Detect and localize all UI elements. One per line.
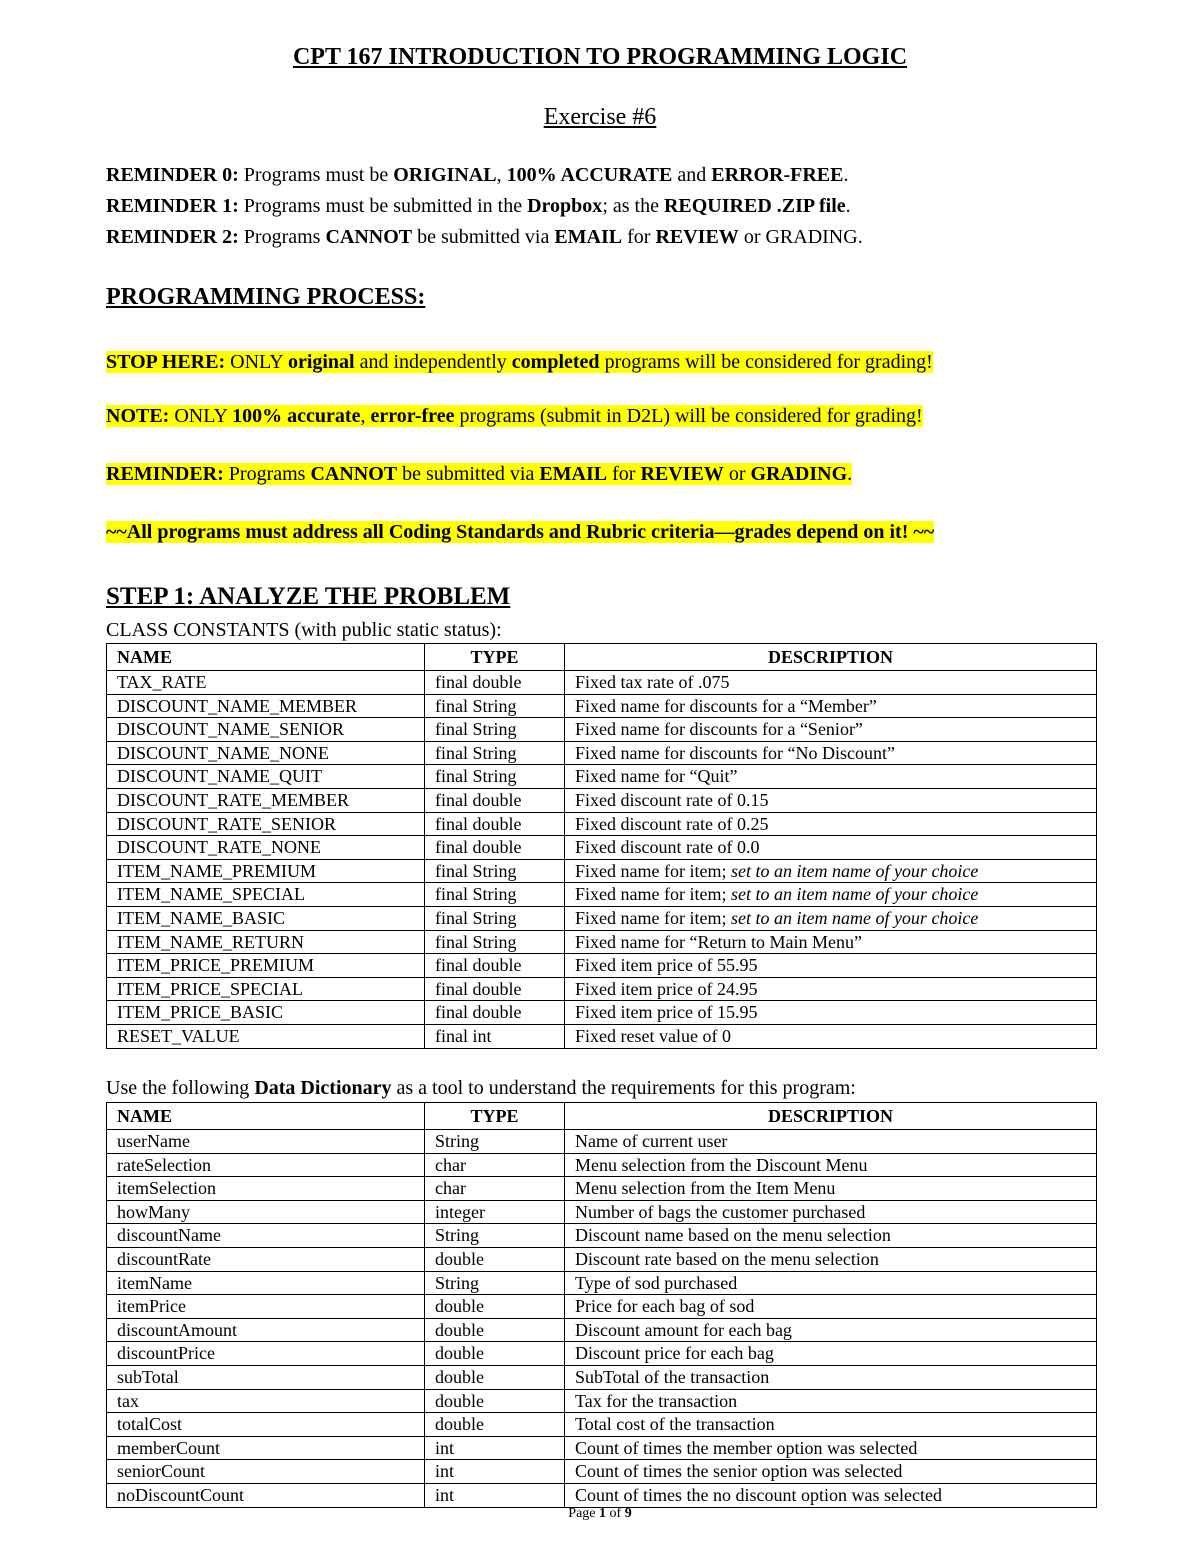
cell-description: Fixed item price of 55.95 — [565, 954, 1097, 978]
table-row — [107, 741, 1097, 765]
programming-process-heading: PROGRAMMING PROCESS: — [106, 284, 426, 310]
cell-type: final String — [425, 694, 565, 718]
dictionary-table-body — [107, 1130, 1097, 1508]
table-row — [107, 1436, 1097, 1460]
table-row — [107, 883, 1097, 907]
cell-name: ITEM_PRICE_PREMIUM — [107, 954, 425, 978]
table-row — [107, 788, 1097, 812]
cell-type: final String — [425, 859, 565, 883]
cell-name: RESET_VALUE — [107, 1024, 425, 1048]
cell-description: Fixed discount rate of 0.15 — [565, 788, 1097, 812]
cell-type: double — [425, 1247, 565, 1271]
cell-type: final String — [425, 883, 565, 907]
table-row — [107, 1247, 1097, 1271]
cell-type: int — [425, 1460, 565, 1484]
table-row — [107, 1460, 1097, 1484]
cell-description: Discount rate based on the menu selection — [565, 1247, 1097, 1271]
cell-description: Fixed name for “Quit” — [565, 765, 1097, 789]
cell-type: int — [425, 1483, 565, 1507]
cell-name: DISCOUNT_NAME_SENIOR — [107, 718, 425, 742]
cell-description: Fixed tax rate of .075 — [565, 671, 1097, 695]
cell-type: char — [425, 1177, 565, 1201]
cell-name: TAX_RATE — [107, 671, 425, 695]
cell-description: Fixed item price of 24.95 — [565, 977, 1097, 1001]
table-row — [107, 1389, 1097, 1413]
table-row — [107, 1318, 1097, 1342]
header-description: DESCRIPTION — [565, 1103, 1097, 1130]
cell-name: totalCost — [107, 1413, 425, 1437]
cell-description: Fixed name for discounts for a “Member” — [565, 694, 1097, 718]
cell-description: Type of sod purchased — [565, 1271, 1097, 1295]
cell-description: Discount price for each bag — [565, 1342, 1097, 1366]
table-row — [107, 1001, 1097, 1025]
cell-type: final double — [425, 671, 565, 695]
cell-type: final int — [425, 1024, 565, 1048]
cell-name: memberCount — [107, 1436, 425, 1460]
cell-description: Discount amount for each bag — [565, 1318, 1097, 1342]
table-header-row — [107, 1103, 1097, 1130]
table-row — [107, 1153, 1097, 1177]
step-1-heading: STEP 1: ANALYZE THE PROBLEM — [106, 583, 511, 610]
cell-description: Fixed discount rate of 0.0 — [565, 836, 1097, 860]
cell-name: ITEM_NAME_SPECIAL — [107, 883, 425, 907]
cell-description: SubTotal of the transaction — [565, 1365, 1097, 1389]
table-row — [107, 859, 1097, 883]
table-row — [107, 694, 1097, 718]
cell-description: Fixed reset value of 0 — [565, 1024, 1097, 1048]
cell-name: itemSelection — [107, 1177, 425, 1201]
stop-here-note: STOP HERE: ONLY original and independently completed programs will be considered for grading! — [106, 351, 933, 373]
table-row — [107, 836, 1097, 860]
cell-name: ITEM_PRICE_SPECIAL — [107, 977, 425, 1001]
cell-name: userName — [107, 1130, 425, 1154]
accuracy-note: NOTE: ONLY 100% accurate, error-free programs (submit in D2L) will be considered for grading! — [106, 405, 923, 427]
header-type: TYPE — [425, 1103, 565, 1130]
cell-name: howMany — [107, 1200, 425, 1224]
reminder-1: REMINDER 1: Programs must be submitted in the Dropbox; as the REQUIRED .ZIP file. — [106, 195, 851, 217]
cell-type: final String — [425, 906, 565, 930]
reminders-block — [106, 160, 863, 253]
cell-name: ITEM_NAME_RETURN — [107, 930, 425, 954]
cell-type: double — [425, 1318, 565, 1342]
cell-name: subTotal — [107, 1365, 425, 1389]
cell-name: DISCOUNT_NAME_MEMBER — [107, 694, 425, 718]
cell-name: noDiscountCount — [107, 1483, 425, 1507]
cell-type: String — [425, 1271, 565, 1295]
cell-description: Fixed name for item; set to an item name of your choice — [565, 906, 1097, 930]
cell-name: discountName — [107, 1224, 425, 1248]
page-footer: Page 1 of 9 — [568, 1506, 632, 1521]
cell-description: Count of times the no discount option was selected — [565, 1483, 1097, 1507]
table-row — [107, 1177, 1097, 1201]
table-header-row — [107, 644, 1097, 671]
cell-name: discountRate — [107, 1247, 425, 1271]
table-row — [107, 765, 1097, 789]
cell-type: final String — [425, 718, 565, 742]
cell-type: final String — [425, 741, 565, 765]
cell-description: Total cost of the transaction — [565, 1413, 1097, 1437]
table-row — [107, 1024, 1097, 1048]
cell-name: itemPrice — [107, 1295, 425, 1319]
cell-description: Number of bags the customer purchased — [565, 1200, 1097, 1224]
cell-name: itemName — [107, 1271, 425, 1295]
cell-type: double — [425, 1295, 565, 1319]
cell-description: Menu selection from the Discount Menu — [565, 1153, 1097, 1177]
table-row — [107, 1483, 1097, 1507]
header-type: TYPE — [425, 644, 565, 671]
cell-name: seniorCount — [107, 1460, 425, 1484]
cell-name: ITEM_NAME_BASIC — [107, 906, 425, 930]
cell-description: Fixed name for discounts for a “Senior” — [565, 718, 1097, 742]
coding-standards-note: ~~All programs must address all Coding Standards and Rubric criteria—grades depend on it! ~~ — [106, 521, 935, 543]
cell-type: String — [425, 1130, 565, 1154]
cell-description: Fixed discount rate of 0.25 — [565, 812, 1097, 836]
header-description: DESCRIPTION — [565, 644, 1097, 671]
email-reminder-note: REMINDER: Programs CANNOT be submitted via EMAIL for REVIEW or GRADING. — [106, 463, 853, 485]
cell-type: final double — [425, 836, 565, 860]
cell-type: final double — [425, 812, 565, 836]
table-row — [107, 906, 1097, 930]
cell-type: integer — [425, 1200, 565, 1224]
table-row — [107, 1271, 1097, 1295]
cell-description: Price for each bag of sod — [565, 1295, 1097, 1319]
cell-type: final String — [425, 765, 565, 789]
cell-type: char — [425, 1153, 565, 1177]
cell-description: Fixed name for item; set to an item name of your choice — [565, 883, 1097, 907]
cell-name: discountAmount — [107, 1318, 425, 1342]
header-name: NAME — [107, 1103, 425, 1130]
table-row — [107, 1413, 1097, 1437]
cell-type: double — [425, 1413, 565, 1437]
table-row — [107, 930, 1097, 954]
table-row — [107, 1342, 1097, 1366]
table-row — [107, 954, 1097, 978]
cell-description: Tax for the transaction — [565, 1389, 1097, 1413]
table-row — [107, 1224, 1097, 1248]
header-name: NAME — [107, 644, 425, 671]
cell-name: ITEM_PRICE_BASIC — [107, 1001, 425, 1025]
cell-type: final double — [425, 1001, 565, 1025]
table-row — [107, 1365, 1097, 1389]
reminder-2: REMINDER 2: Programs CANNOT be submitted via EMAIL for REVIEW or GRADING. — [106, 226, 863, 248]
cell-name: ITEM_NAME_PREMIUM — [107, 859, 425, 883]
cell-description: Fixed name for discounts for “No Discount” — [565, 741, 1097, 765]
constants-caption: CLASS CONSTANTS (with public static status): — [106, 619, 502, 641]
cell-name: DISCOUNT_RATE_SENIOR — [107, 812, 425, 836]
table-row — [107, 977, 1097, 1001]
document-title: CPT 167 INTRODUCTION TO PROGRAMMING LOGIC — [292, 44, 908, 70]
cell-type: double — [425, 1389, 565, 1413]
cell-description: Fixed name for item; set to an item name of your choice — [565, 859, 1097, 883]
table-row — [107, 671, 1097, 695]
cell-type: final String — [425, 930, 565, 954]
cell-description: Fixed name for “Return to Main Menu” — [565, 930, 1097, 954]
cell-name: DISCOUNT_RATE_MEMBER — [107, 788, 425, 812]
constants-table-body — [107, 671, 1097, 1049]
class-constants-table — [106, 643, 1097, 1049]
cell-type: String — [425, 1224, 565, 1248]
cell-description: Menu selection from the Item Menu — [565, 1177, 1097, 1201]
cell-type: final double — [425, 954, 565, 978]
table-row — [107, 1200, 1097, 1224]
cell-name: discountPrice — [107, 1342, 425, 1366]
table-row — [107, 1295, 1097, 1319]
cell-description: Count of times the senior option was selected — [565, 1460, 1097, 1484]
cell-description: Count of times the member option was selected — [565, 1436, 1097, 1460]
table-row — [107, 812, 1097, 836]
cell-description: Fixed item price of 15.95 — [565, 1001, 1097, 1025]
data-dictionary-table — [106, 1102, 1097, 1508]
cell-name: tax — [107, 1389, 425, 1413]
table-row — [107, 1130, 1097, 1154]
cell-type: double — [425, 1365, 565, 1389]
dictionary-caption: Use the following Data Dictionary as a tool to understand the requirements for this program: — [106, 1077, 856, 1099]
cell-name: DISCOUNT_NAME_NONE — [107, 741, 425, 765]
cell-description: Name of current user — [565, 1130, 1097, 1154]
cell-type: final double — [425, 788, 565, 812]
cell-type: final double — [425, 977, 565, 1001]
cell-type: int — [425, 1436, 565, 1460]
cell-description: Discount name based on the menu selection — [565, 1224, 1097, 1248]
exercise-title: Exercise #6 — [543, 104, 657, 130]
cell-name: DISCOUNT_NAME_QUIT — [107, 765, 425, 789]
reminder-0: REMINDER 0: Programs must be ORIGINAL, 100% ACCURATE and ERROR-FREE. — [106, 164, 849, 186]
table-row — [107, 718, 1097, 742]
cell-name: DISCOUNT_RATE_NONE — [107, 836, 425, 860]
cell-type: double — [425, 1342, 565, 1366]
cell-name: rateSelection — [107, 1153, 425, 1177]
